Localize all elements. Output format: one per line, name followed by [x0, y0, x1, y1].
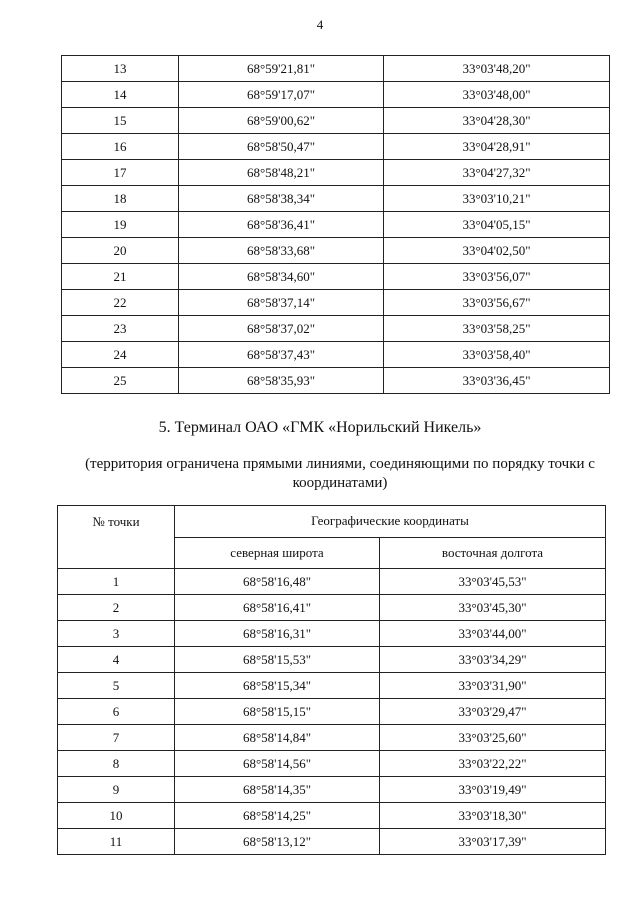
point-number-cell: 18: [62, 186, 179, 212]
table2-row: [58, 751, 606, 777]
point-number-cell: 5: [58, 673, 175, 699]
latitude-cell: 68°58'14,56": [175, 751, 380, 777]
latitude-cell: 68°58'48,21": [179, 160, 384, 186]
terminal-coordinates-table: [57, 505, 606, 855]
longitude-cell: 33°03'10,21": [384, 186, 610, 212]
latitude-cell: 68°59'21,81": [179, 56, 384, 82]
latitude-cell: 68°58'16,31": [175, 621, 380, 647]
point-number-cell: 20: [62, 238, 179, 264]
table1-row: [62, 108, 610, 134]
longitude-cell: 33°04'27,32": [384, 160, 610, 186]
table2-header: [58, 506, 606, 569]
latitude-cell: 68°59'17,07": [179, 82, 384, 108]
table1-row: [62, 264, 610, 290]
latitude-cell: 68°58'38,34": [179, 186, 384, 212]
point-number-cell: 17: [62, 160, 179, 186]
longitude-cell: 33°03'29,47": [380, 699, 606, 725]
point-number-cell: 8: [58, 751, 175, 777]
table2-row: [58, 725, 606, 751]
latitude-cell: 68°58'37,14": [179, 290, 384, 316]
latitude-cell: 68°58'14,35": [175, 777, 380, 803]
longitude-cell: 33°03'36,45": [384, 368, 610, 394]
point-number-cell: 23: [62, 316, 179, 342]
point-number-cell: 13: [62, 56, 179, 82]
point-number-cell: 25: [62, 368, 179, 394]
latitude-cell: 68°58'33,68": [179, 238, 384, 264]
longitude-cell: 33°04'28,91": [384, 134, 610, 160]
table1-row: [62, 56, 610, 82]
latitude-cell: 68°58'16,41": [175, 595, 380, 621]
longitude-cell: 33°03'31,90": [380, 673, 606, 699]
point-number-cell: 21: [62, 264, 179, 290]
latitude-cell: 68°58'15,34": [175, 673, 380, 699]
table1-body: [62, 56, 610, 394]
longitude-cell: 33°03'56,07": [384, 264, 610, 290]
coordinates-table-continued: [61, 55, 610, 394]
latitude-cell: 68°58'13,12": [175, 829, 380, 855]
longitude-cell: 33°03'58,40": [384, 342, 610, 368]
longitude-cell: 33°03'25,60": [380, 725, 606, 751]
latitude-cell: 68°58'14,84": [175, 725, 380, 751]
longitude-cell: 33°03'34,29": [380, 647, 606, 673]
table1-row: [62, 342, 610, 368]
latitude-cell: 68°59'00,62": [179, 108, 384, 134]
latitude-cell: 68°58'37,43": [179, 342, 384, 368]
header-east-longitude: восточная долгота: [380, 537, 606, 569]
header-point-number: № точки: [58, 506, 175, 569]
point-number-cell: 24: [62, 342, 179, 368]
table1-row: [62, 82, 610, 108]
latitude-cell: 68°58'14,25": [175, 803, 380, 829]
table2-row: [58, 829, 606, 855]
longitude-cell: 33°03'45,53": [380, 569, 606, 595]
table1-row: [62, 212, 610, 238]
longitude-cell: 33°03'44,00": [380, 621, 606, 647]
point-number-cell: 10: [58, 803, 175, 829]
point-number-cell: 9: [58, 777, 175, 803]
point-number-cell: 16: [62, 134, 179, 160]
table1-row: [62, 238, 610, 264]
table1-row: [62, 368, 610, 394]
latitude-cell: 68°58'35,93": [179, 368, 384, 394]
latitude-cell: 68°58'34,60": [179, 264, 384, 290]
point-number-cell: 1: [58, 569, 175, 595]
latitude-cell: 68°58'15,15": [175, 699, 380, 725]
table1-row: [62, 316, 610, 342]
longitude-cell: 33°03'19,49": [380, 777, 606, 803]
longitude-cell: 33°03'17,39": [380, 829, 606, 855]
table2-row: [58, 699, 606, 725]
longitude-cell: 33°04'28,30": [384, 108, 610, 134]
table2-row: [58, 647, 606, 673]
point-number-cell: 3: [58, 621, 175, 647]
longitude-cell: 33°03'48,20": [384, 56, 610, 82]
header-north-latitude: северная широта: [175, 537, 380, 569]
point-number-cell: 2: [58, 595, 175, 621]
table2-row: [58, 673, 606, 699]
table2-row: [58, 803, 606, 829]
longitude-cell: 33°03'45,30": [380, 595, 606, 621]
section-title: 5. Терминал ОАО «ГМК «Норильский Никель»: [158, 419, 482, 436]
latitude-cell: 68°58'37,02": [179, 316, 384, 342]
longitude-cell: 33°03'48,00": [384, 82, 610, 108]
header-geo-coordinates: Географические координаты: [175, 506, 606, 538]
latitude-cell: 68°58'16,48": [175, 569, 380, 595]
table2-row: [58, 595, 606, 621]
point-number-cell: 7: [58, 725, 175, 751]
point-number-cell: 14: [62, 82, 179, 108]
longitude-cell: 33°03'58,25": [384, 316, 610, 342]
longitude-cell: 33°03'56,67": [384, 290, 610, 316]
table2-row: [58, 569, 606, 595]
table1-row: [62, 134, 610, 160]
page-number: 4: [316, 17, 324, 32]
table1-row: [62, 290, 610, 316]
point-number-cell: 19: [62, 212, 179, 238]
point-number-cell: 15: [62, 108, 179, 134]
longitude-cell: 33°04'05,15": [384, 212, 610, 238]
longitude-cell: 33°03'22,22": [380, 751, 606, 777]
latitude-cell: 68°58'15,53": [175, 647, 380, 673]
table1-row: [62, 160, 610, 186]
point-number-cell: 11: [58, 829, 175, 855]
latitude-cell: 68°58'36,41": [179, 212, 384, 238]
point-number-cell: 6: [58, 699, 175, 725]
table2-body: [58, 569, 606, 855]
point-number-cell: 22: [62, 290, 179, 316]
longitude-cell: 33°04'02,50": [384, 238, 610, 264]
table2-row: [58, 777, 606, 803]
table1-row: [62, 186, 610, 212]
table2-row: [58, 621, 606, 647]
longitude-cell: 33°03'18,30": [380, 803, 606, 829]
point-number-cell: 4: [58, 647, 175, 673]
section-subtitle: (территория ограничена прямыми линиями, соединяющими по порядку точки с координатами): [85, 456, 595, 491]
latitude-cell: 68°58'50,47": [179, 134, 384, 160]
